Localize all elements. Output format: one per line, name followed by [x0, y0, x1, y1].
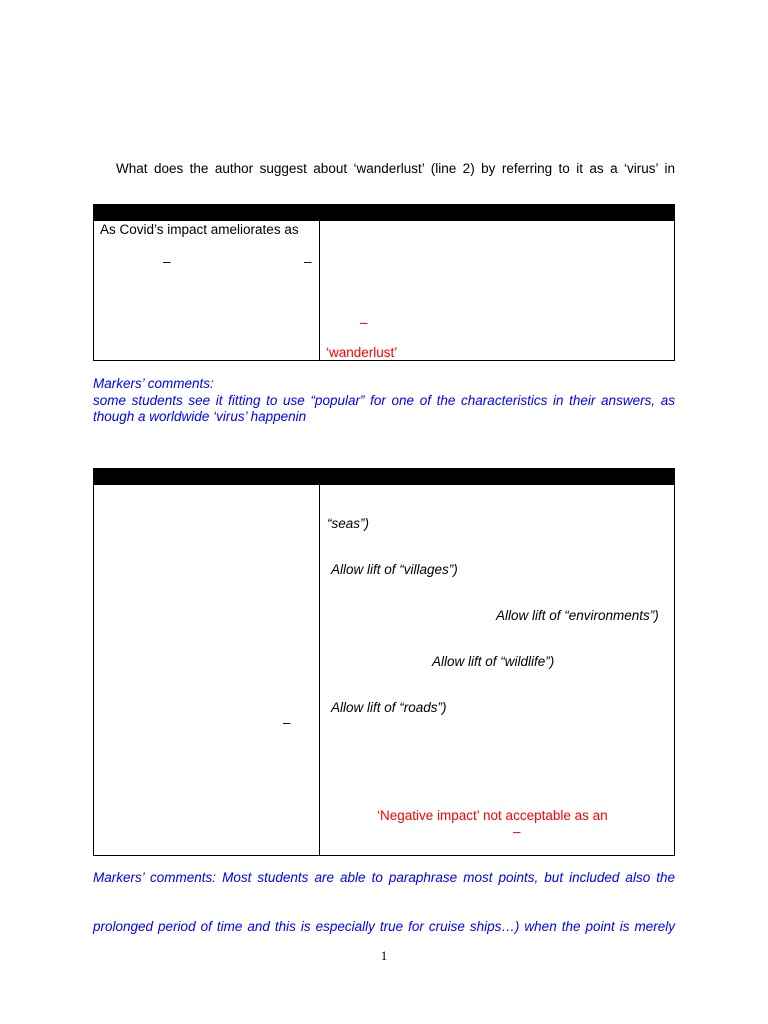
table1-right-dash: –: [360, 315, 368, 330]
answer-table-2: [93, 468, 675, 856]
question-text: What does the author suggest about ‘wanderlust’ (line 2) by referring to it as a ‘virus’ in: [116, 161, 675, 176]
table2-environments: Allow lift of “environments”): [496, 608, 659, 623]
table1-left-text: As Covid’s impact ameliorates as: [100, 222, 299, 237]
table2-wildlife: Allow lift of “wildlife”): [432, 654, 555, 669]
table-header-bar: [94, 205, 674, 221]
table2-left-dash: –: [283, 715, 291, 730]
table2-negative-impact: ‘Negative impact’ not acceptable as an: [377, 808, 608, 823]
table2-villages: Allow lift of “villages”): [331, 562, 458, 577]
table2-roads: Allow lift of “roads”): [331, 700, 447, 715]
column-divider: [319, 221, 320, 360]
comments2-line2: prolonged period of time and this is especially true for cruise ships…) when the point is merely: [93, 919, 675, 934]
table1-left-dash-1: –: [163, 254, 171, 269]
comments2-line1: Markers’ comments: Most students are able to paraphrase most points, but included also the: [93, 870, 675, 885]
comments1-line2: though a worldwide ‘virus’ happenin: [93, 409, 307, 424]
column-divider: [319, 485, 320, 855]
table1-left-dash-2: –: [304, 254, 312, 269]
table2-seas: “seas”): [327, 516, 370, 531]
comments1-heading: Markers’ comments:: [93, 376, 214, 391]
table1-wanderlust: ‘wanderlust’: [326, 345, 398, 360]
table-header-bar: [94, 469, 674, 485]
table2-negative-dash: –: [513, 824, 521, 839]
comments1-line1: some students see it fitting to use “popular” for one of the characteristics in their answers, as: [93, 393, 675, 408]
answer-table-1: [93, 204, 675, 361]
page-number: 1: [380, 948, 388, 963]
